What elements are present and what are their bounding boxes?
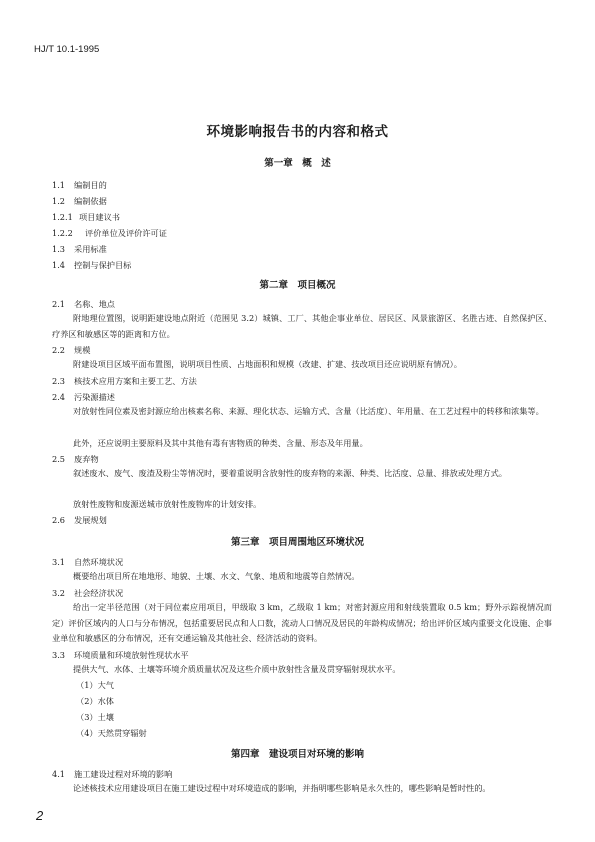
section-item: 2.5 废弃物	[52, 454, 99, 464]
document-title: 环境影响报告书的内容和格式	[206, 124, 389, 140]
chapter-1-heading: 第一章 概 述	[264, 158, 331, 169]
section-item: 3.2 社会经济状况	[52, 588, 124, 598]
section-item: 1.2 编制依据	[52, 196, 107, 206]
section-item: 4.1 施工建设过程对环境的影响	[52, 769, 173, 779]
paragraph: 论述核技术应用建设项目在施工建设过程中对环境造成的影响，并指明哪些影响是永久性的，哪些影响是暂时性的。	[73, 783, 491, 793]
paragraph: 提供大气、水体、土壤等环境介质质量状况及这些介质中放射性含量及贯穿辐射现状水平。	[73, 664, 401, 674]
list-item: （2）水体	[76, 696, 114, 706]
paragraph: 附地理位置图，说明距建设地点附近（范围见 3.2）城镇、工厂、其他企事业单位、居民区、风景旅游区、名胜古迹、自然保护区、疗养区和敏感区等的距离和方位。	[52, 313, 552, 339]
section-item: 1.1 编制目的	[52, 180, 107, 190]
section-item: 1.2.1 项目建议书	[52, 212, 120, 222]
document-code: HJ/T 10.1-1995	[34, 44, 100, 55]
paragraph: 概要给出项目所在地地形、地貌、土壤、水文、气象、地质和地震等自然情况。	[73, 571, 360, 581]
list-item: （1）大气	[76, 680, 114, 690]
section-item: 2.4 污染源描述	[52, 392, 115, 402]
section-item: 2.6 发展规划	[52, 515, 107, 525]
list-item: （3）土壤	[76, 712, 114, 722]
chapter-4-heading: 第四章 建设项目对环境的影响	[230, 749, 364, 760]
section-item: 1.3 采用标准	[52, 244, 107, 254]
section-item: 2.1 名称、地点	[52, 299, 115, 309]
paragraph: 此外，还应说明主要原料及其中其他有毒有害物质的种类、含量、形态及年用量。	[73, 438, 368, 448]
paragraph: 叙述废水、废气、废渣及粉尘等情况时，要着重说明含放射性的废弃物的来源、种类、比活度、总量、排放或处理方式。	[73, 468, 507, 478]
section-item: 1.2.2 评价单位及评价许可证	[52, 228, 167, 238]
section-item: 1.4 控制与保护目标	[52, 260, 132, 270]
chapter-2-heading: 第二章 项目概况	[259, 280, 336, 291]
paragraph: 放射性废物和废源送城市放射性废物库的计划安排。	[73, 499, 262, 509]
chapter-3-heading: 第三章 项目周围地区环境状况	[230, 537, 364, 548]
section-item: 3.3 环境质量和环境放射性现状水平	[52, 650, 189, 660]
list-item: （4）天然贯穿辐射	[76, 728, 147, 738]
paragraph: 给出一定半径范围（对于同位素应用项目，甲级取 3 km，乙级取 1 km；对密封源应用和射线装置取 0.5 km；野外示踪视情况而定）评价区域内的人口与分布情况，包括重要居民点和人口数，流动人口情况及居民的年龄构成情况；给出评价区域内重要文化设施、企事业单位和敏感区的分布情况，还有交通运输及其他社会、经济活动的资料。	[52, 602, 552, 644]
paragraph: 附建设项目区域平面布置图，说明项目性质、占地面积和规模（改建、扩建、技改项目还应说明原有情况）。	[73, 359, 462, 369]
section-item: 2.3 核技术应用方案和主要工艺、方法	[52, 376, 197, 386]
section-item: 3.1 自然环境状况	[52, 557, 124, 567]
paragraph: 对放射性同位素及密封源应给出核素名称、来源、理化状态、运输方式、含量（比活度）、年用量、在工艺过程中的转移和浓集等。	[73, 406, 544, 416]
page-number: 2	[36, 808, 44, 823]
section-item: 2.2 规模	[52, 345, 91, 355]
